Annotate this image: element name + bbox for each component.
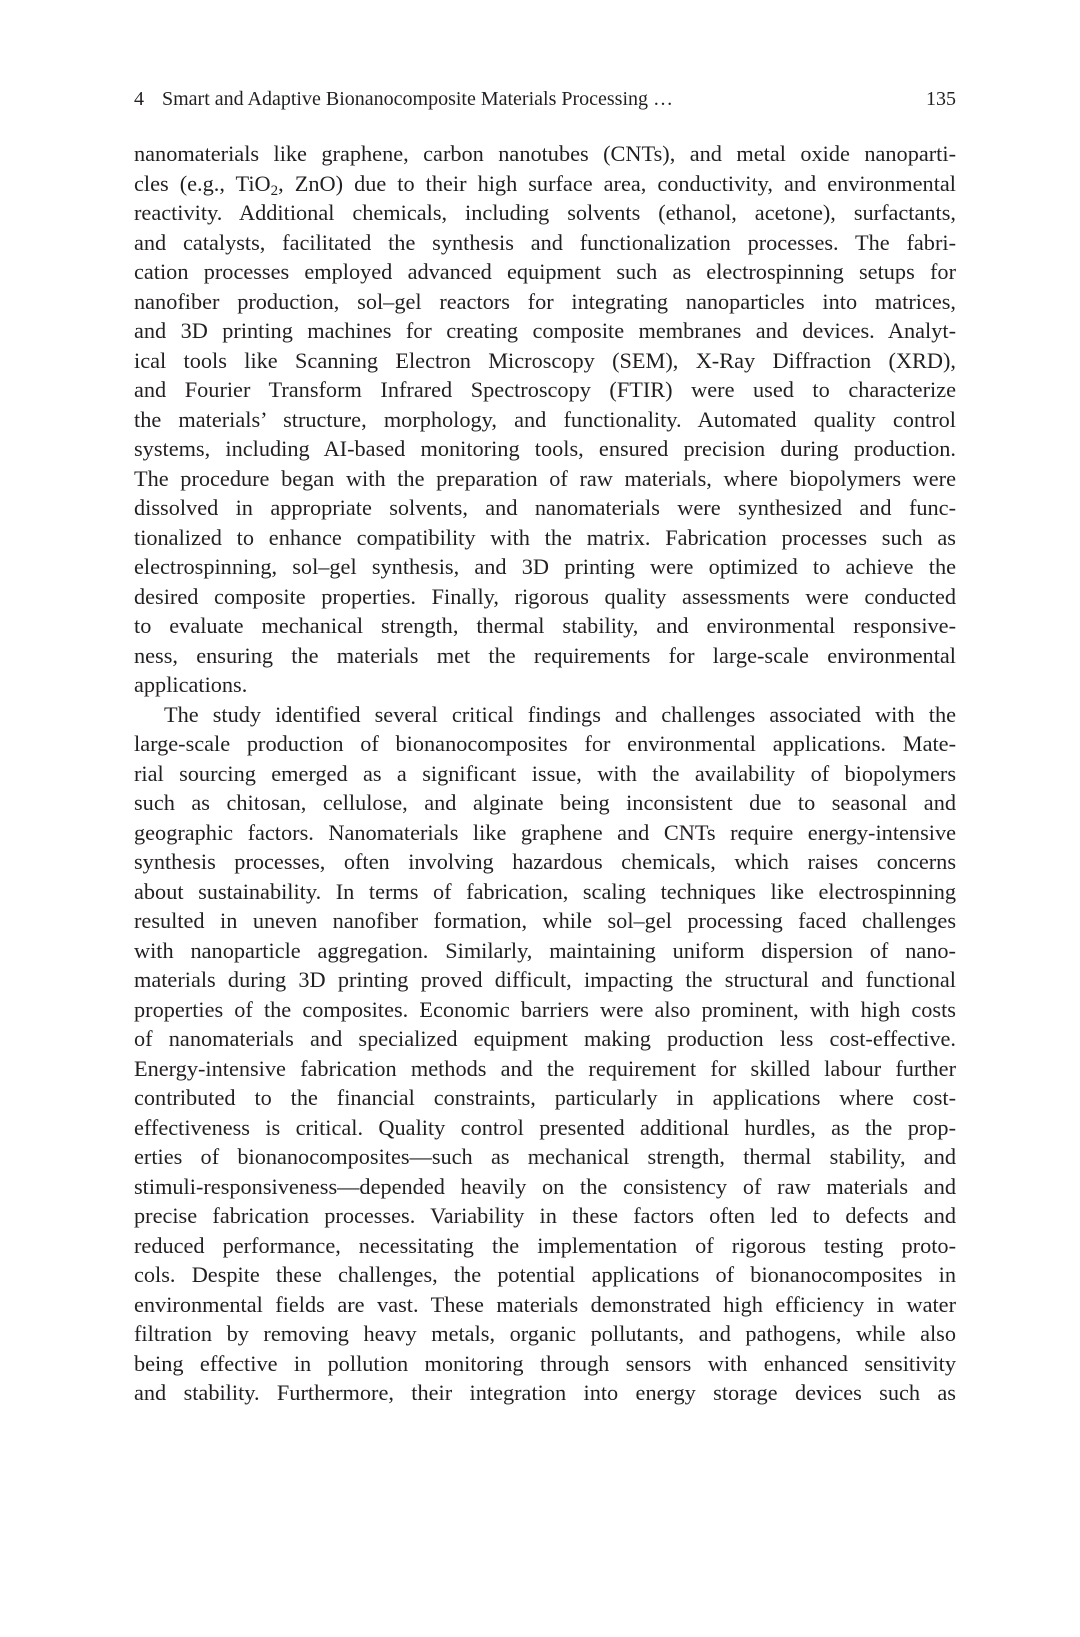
text-line: large-scale production of bionanocomposites for environmental applications. Mate-	[134, 731, 956, 756]
paragraph	[134, 139, 956, 700]
text-line: environmental fields are vast. These materials demonstrated high efficiency in water	[134, 1291, 956, 1317]
text-segment: , ZnO) due to their high surface area, conductivity, and environmental	[278, 170, 956, 196]
text-line: and Fourier Transform Infrared Spectroscopy (FTIR) were used to characterize	[134, 377, 956, 402]
text-line: contributed to the financial constraints, particularly in applications where cost-	[134, 1085, 956, 1110]
text-line: resulted in uneven nanofiber formation, while sol–gel processing faced challenges	[134, 908, 956, 933]
chapter-number: 4	[134, 88, 144, 110]
text-line: ical tools like Scanning Electron Microscopy (SEM), X-Ray Diffraction (XRD),	[134, 347, 956, 373]
text-line: synthesis processes, often involving hazardous chemicals, which raises concerns	[134, 849, 956, 874]
text-line: electrospinning, sol–gel synthesis, and 3D printing were optimized to achieve the	[134, 554, 956, 579]
text-line: erties of bionanocomposites—such as mechanical strength, thermal stability, and	[134, 1144, 956, 1169]
text-line: nanomaterials like graphene, carbon nanotubes (CNTs), and metal oxide nanoparti-	[134, 141, 956, 166]
chapter-title: Smart and Adaptive Bionanocomposite Materials Processing …	[162, 88, 674, 110]
text-line: The procedure began with the preparation of raw materials, where biopolymers were	[134, 465, 956, 491]
body-text	[134, 139, 956, 1408]
text-line: systems, including AI-based monitoring tools, ensured precision during production.	[134, 436, 956, 461]
text-segment: cles (e.g., TiO	[134, 170, 271, 196]
page-number: 135	[926, 88, 956, 110]
text-line: and catalysts, facilitated the synthesis and functionalization processes. The fabri-	[134, 229, 956, 255]
text-line: of nanomaterials and specialized equipment making production less cost-effective.	[134, 1026, 956, 1051]
text-line: stimuli-responsiveness—depended heavily on the consistency of raw materials and	[134, 1173, 956, 1199]
text-line: tionalized to enhance compatibility with the matrix. Fabrication processes such as	[134, 524, 956, 550]
subscript: 2	[270, 182, 279, 199]
text-line: dissolved in appropriate solvents, and nanomaterials were synthesized and func-	[134, 495, 956, 520]
text-line: materials during 3D printing proved difficult, impacting the structural and functional	[134, 967, 956, 992]
text-line: the materials’ structure, morphology, and functionality. Automated quality control	[134, 406, 956, 432]
text-line: The study identified several critical findings and challenges associated with the	[164, 701, 956, 727]
text-line: effectiveness is critical. Quality control presented additional hurdles, as the prop-	[134, 1114, 956, 1140]
text-line: cols. Despite these challenges, the potential applications of bionanocomposites in	[134, 1262, 956, 1287]
text-line: such as chitosan, cellulose, and alginate being inconsistent due to seasonal and	[134, 790, 956, 815]
text-line: and stability. Furthermore, their integration into energy storage devices such as	[134, 1380, 956, 1405]
text-line	[134, 169, 956, 199]
text-line: with nanoparticle aggregation. Similarly, maintaining uniform dispersion of nano-	[134, 937, 956, 963]
text-line: geographic factors. Nanomaterials like graphene and CNTs require energy-intensive	[134, 819, 956, 845]
text-line: precise fabrication processes. Variability in these factors often led to defects and	[134, 1203, 956, 1228]
text-line: ness, ensuring the materials met the requirements for large-scale environmental	[134, 642, 956, 668]
text-line: filtration by removing heavy metals, organic pollutants, and pathogens, while also	[134, 1321, 956, 1346]
text-line: Energy-intensive fabrication methods and the requirement for skilled labour further	[134, 1055, 956, 1081]
text-line: being effective in pollution monitoring through sensors with enhanced sensitivity	[134, 1350, 956, 1376]
text-line: about sustainability. In terms of fabrication, scaling techniques like electrospinning	[134, 878, 956, 904]
text-line: and 3D printing machines for creating composite membranes and devices. Analyt-	[134, 318, 956, 343]
text-line: to evaluate mechanical strength, thermal stability, and environmental responsive-	[134, 613, 956, 638]
text-line: rial sourcing emerged as a significant issue, with the availability of biopolymers	[134, 760, 956, 786]
text-line: applications.	[134, 672, 248, 697]
running-head	[134, 84, 956, 114]
text-line: desired composite properties. Finally, rigorous quality assessments were conducted	[134, 583, 956, 609]
text-line: cation processes employed advanced equipment such as electrospinning setups for	[134, 259, 956, 284]
text-line: reactivity. Additional chemicals, including solvents (ethanol, acetone), surfactants,	[134, 200, 956, 225]
text-line: properties of the composites. Economic barriers were also prominent, with high costs	[134, 996, 956, 1022]
text-line: nanofiber production, sol–gel reactors for integrating nanoparticles into matrices,	[134, 288, 956, 314]
paragraph	[134, 700, 956, 1408]
text-line: reduced performance, necessitating the implementation of rigorous testing proto-	[134, 1232, 956, 1258]
